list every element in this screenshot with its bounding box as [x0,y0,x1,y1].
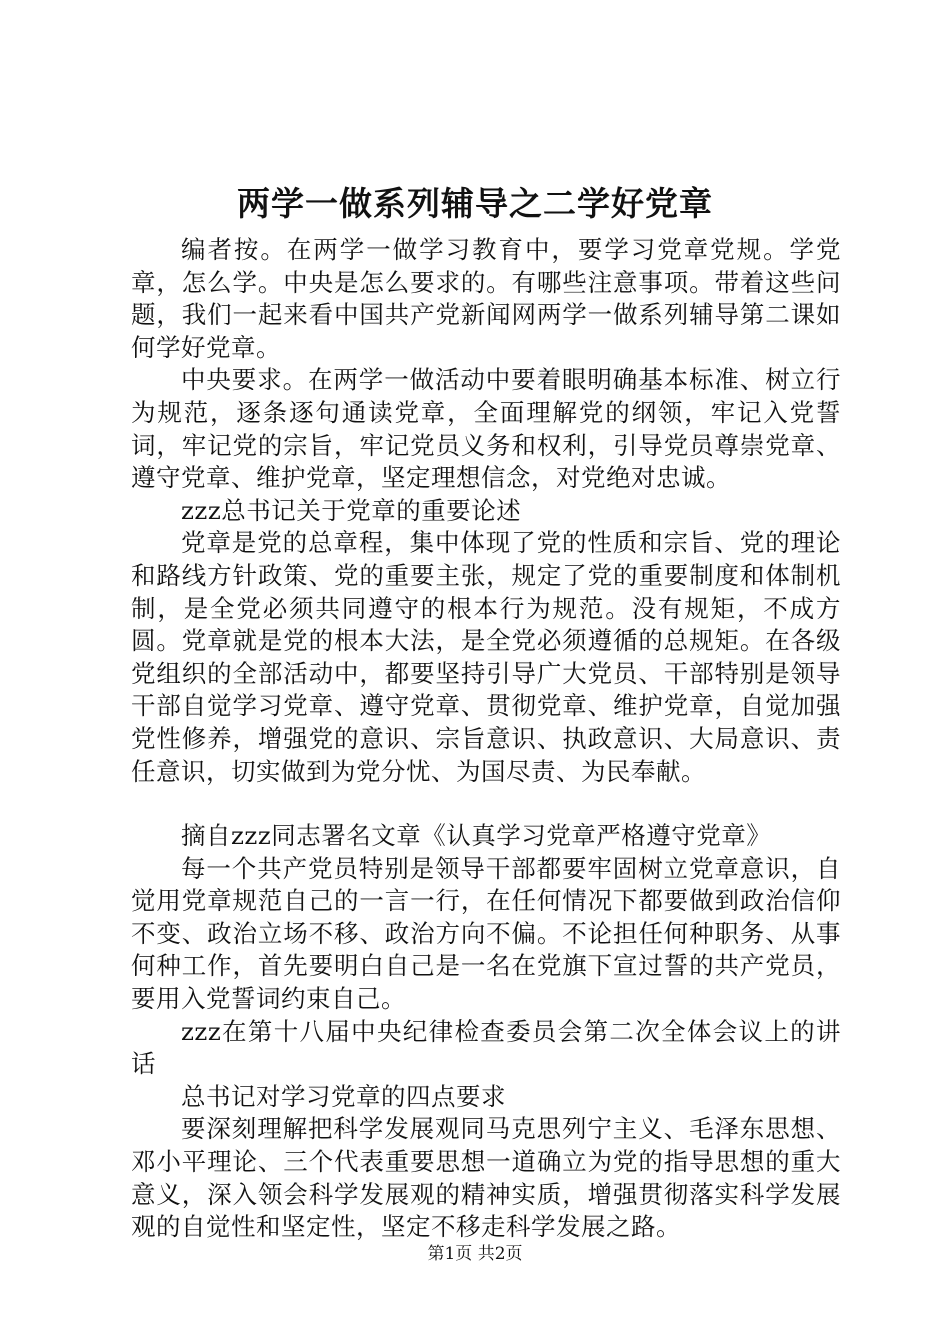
paragraph-party-constitution: 党章是党的总章程，集中体现了党的性质和宗旨、党的理论和路线方针政策、党的重要主张，规定了党的重要制度和体制机制，是全党必须共同遵守的根本行为规范。没有规矩，不成方圆。党章就是党的根本大法，是全党必须遵循的总规矩。在各级党组织的全部活动中，都要坚持引导广大党员、干部特别是领导干部自觉学习党章、遵守党章、贯彻党章、维护党章，自觉加强党性修养，增强党的意识、宗旨意识、执政意识、大局意识、责任意识，切实做到为党分忧、为国尽责、为民奉献。 [131,528,841,786]
paragraph-editor-note: 编者按。在两学一做学习教育中，要学习党章党规。学党章，怎么学。中央是怎么要求的。有哪些注意事项。带着这些问题，我们一起来看中国共产党新闻网两学一做系列辅导第二课如何学好党章。 [131,235,841,362]
document-body [131,234,841,1244]
paragraph-spacer [131,788,841,820]
paragraph-constitution-awareness: 每一个共产党员特别是领导干部都要牢固树立党章意识，自觉用党章规范自己的一言一行，在任何情况下都要做到政治信仰不变、政治立场不移、政治方向不偏。不论担任何种职务、从事何种工作，首先要明白自己是一名在党旗下宣过誓的共产党员，要用入党誓词约束自己。 [131,853,841,1014]
section-heading-four-requirements: 总书记对学习党章的四点要求 [181,1081,506,1111]
source-citation-speech: zzz在第十八届中央纪律检查委员会第二次全体会议上的讲话 [131,1016,841,1079]
document-title: 两学一做系列辅导之二学好党章 [237,184,713,223]
page-footer: 第1页 共2页 [427,1244,523,1264]
paragraph-scientific-development: 要深刻理解把科学发展观同马克思列宁主义、毛泽东思想、邓小平理论、三个代表重要思想一道确立为党的指导思想的重大意义，深入领会科学发展观的精神实质，增强贯彻落实科学发展观的自觉性和坚定性，坚定不移走科学发展之路。 [131,1114,841,1242]
paragraph-central-requirement: 中央要求。在两学一做活动中要着眼明确基本标准、树立行为规范，逐条逐句通读党章，全面理解党的纲领，牢记入党誓词，牢记党的宗旨，牢记党员义务和权利，引导党员尊崇党章、遵守党章、维护党章，坚定理想信念，对党绝对忠诚。 [131,365,841,493]
source-citation-article: 摘自zzz同志署名文章《认真学习党章严格遵守党章》 [181,821,772,851]
section-heading-important-remarks: zzz总书记关于党章的重要论述 [181,495,522,525]
